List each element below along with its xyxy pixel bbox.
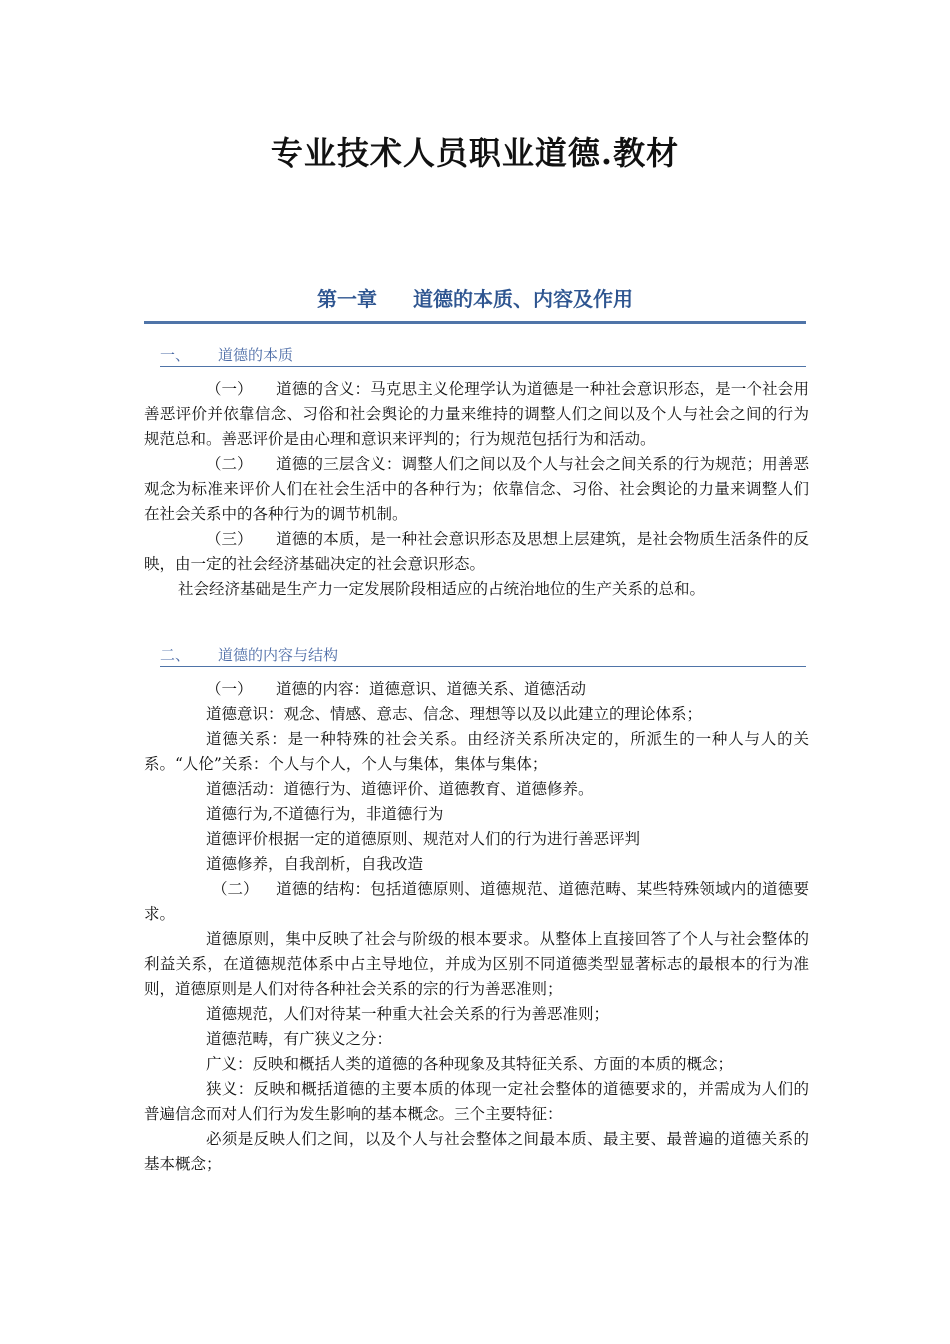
section-1-body <box>144 377 809 602</box>
section-heading-1 <box>160 344 806 367</box>
section-title: 道德的本质 <box>218 346 294 364</box>
item-number: （二） <box>212 880 259 898</box>
chapter-number: 第一章 <box>317 287 377 311</box>
document-title: 专业技术人员职业道德.教材 <box>270 134 680 172</box>
section-number: 二、 <box>160 646 191 664</box>
paragraph: 道德修养，自我剖析，自我改造 <box>206 855 424 873</box>
paragraph: （三） 道德的本质，是一种社会意识形态及思想上层建筑，是社会物质生活条件的反映，由一定的社会经济基础决定的社会意识形态。 <box>144 527 809 577</box>
section-number: 一、 <box>160 346 191 364</box>
chapter-title: 道德的本质、内容及作用 <box>413 287 633 311</box>
item-number: （一） <box>206 380 253 398</box>
paragraph: （二） 道德的结构：包括道德原则、道德规范、道德范畴、某些特殊领域内的道德要求。 <box>144 877 809 927</box>
item-number: （二） <box>206 455 253 473</box>
paragraph: 必须是反映人们之间，以及个人与社会整体之间最本质、最主要、最普遍的道德关系的基本概念； <box>144 1130 809 1173</box>
paragraph: 道德行为,不道德行为，非道德行为 <box>206 805 444 823</box>
paragraph: 道德原则，集中反映了社会与阶级的根本要求。从整体上直接回答了个人与社会整体的利益关系，在道德规范体系中占主导地位，并成为区别不同道德类型显著标志的最根本的行为准则，道德原则是人们对待各种社会关系的宗的行为善恶准则； <box>144 930 809 998</box>
paragraph: 狭义：反映和概括道德的主要本质的体现一定社会整体的道德要求的，并需成为人们的普遍信念而对人们行为发生影响的基本概念。三个主要特征： <box>144 1080 809 1123</box>
paragraph: 道德活动：道德行为、道德评价、道德教育、道德修养。 <box>206 780 594 798</box>
paragraph: 道德规范，人们对待某一种重大社会关系的行为善恶准则； <box>206 1005 610 1023</box>
paragraph: 道德范畴，有广狭义之分： <box>206 1030 393 1048</box>
paragraph: （二） 道德的三层含义：调整人们之间以及个人与社会之间关系的行为规范；用善恶观念为标准来评价人们在社会生活中的各种行为；依靠信念、习俗、社会舆论的力量来调整人们在社会关系中的各种行为的调节机制。 <box>144 452 809 527</box>
section-title: 道德的内容与结构 <box>218 646 339 664</box>
paragraph: 道德评价根据一定的道德原则、规范对人们的行为进行善恶评判 <box>206 830 641 848</box>
paragraph: （一） 道德的含义：马克思主义伦理学认为道德是一种社会意识形态，是一个社会用善恶评价并依靠信念、习俗和社会舆论的力量来维持的调整人们之间以及个人与社会之间的行为规范总和。善恶评价是由心理和意识来评判的；行为规范包括行为和活动。 <box>144 377 809 452</box>
paragraph: （一） 道德的内容：道德意识、道德关系、道德活动 <box>144 677 809 702</box>
section-heading-2 <box>160 644 806 667</box>
item-number: （三） <box>206 530 253 548</box>
paragraph: 道德关系：是一种特殊的社会关系。由经济关系所决定的，所派生的一种人与人的关系。“人伦”关系：个人与个人，个人与集体，集体与集体； <box>144 730 809 773</box>
chapter-rule <box>144 321 806 324</box>
paragraph: 社会经济基础是生产力一定发展阶段相适应的占统治地位的生产关系的总和。 <box>178 580 706 598</box>
item-number: （一） <box>206 680 253 698</box>
chapter-heading <box>0 283 950 312</box>
paragraph: 广义：反映和概括人类的道德的各种现象及其特征关系、方面的本质的概念； <box>206 1055 734 1073</box>
paragraph: 道德意识：观念、情感、意志、信念、理想等以及以此建立的理论体系； <box>206 705 703 723</box>
section-2-body <box>144 677 809 1177</box>
